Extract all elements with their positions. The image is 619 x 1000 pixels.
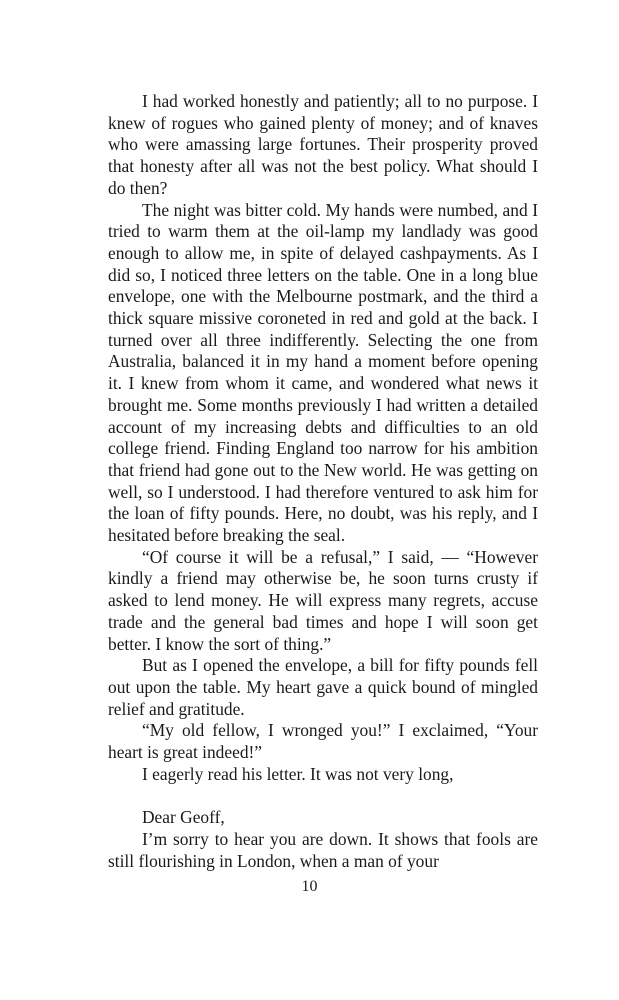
paragraph-spacer (108, 786, 538, 808)
letter-body: I’m sorry to hear you are down. It shows that fools are still flourishing in London, when a man of your (108, 828, 538, 871)
paragraph: The night was bitter cold. My hands were numbed, and I tried to warm them at the oil-lamp my landlady was good enough to allow me, in spite of delayed cashpayments. As I did so, I noticed three letters on the table. One in a long blue envelope, one with the Melbourne postmark, and the third a thick square missive coroneted in red and gold at the back. I turned over all three indifferently. Selecting the one from Australia, balanced it in my hand a moment before opening it. I knew from whom it came, and wondered what news it brought me. Some months previously I had written a detailed account of my increasing debts and difficulties to an old college friend. Finding England too narrow for his ambition that friend had gone out to the New world. He was getting on well, so I understood. I had therefore ventured to ask him for the loan of fifty pounds. Here, no doubt, was his reply, and I hesitated before breaking the seal. (108, 199, 538, 546)
paragraph: “Of course it will be a refusal,” I said, — “However kindly a friend may otherwise be, he soon turns crusty if asked to lend money. He will express many regrets, accuse trade and the general bad times and hope I will soon get better. I know the sort of thing.” (108, 546, 538, 654)
paragraph: But as I opened the envelope, a bill for fifty pounds fell out upon the table. My heart gave a quick bound of mingled relief and gratitude. (108, 655, 538, 719)
paragraph: “My old fellow, I wronged you!” I exclaimed, “Your heart is great indeed!” (108, 720, 538, 763)
page-number: 10 (301, 878, 318, 895)
paragraph: I had worked honestly and patiently; all to no purpose. I knew of rogues who gained plenty of money; and of knaves who were amassing large fortunes. Their prosperity proved that honesty after all was not the best policy. What should I do then? (108, 91, 538, 198)
book-page-text (108, 91, 538, 872)
paragraph: I eagerly read his letter. It was not very long, (142, 763, 454, 784)
letter-salutation: Dear Geoff, (142, 807, 225, 828)
